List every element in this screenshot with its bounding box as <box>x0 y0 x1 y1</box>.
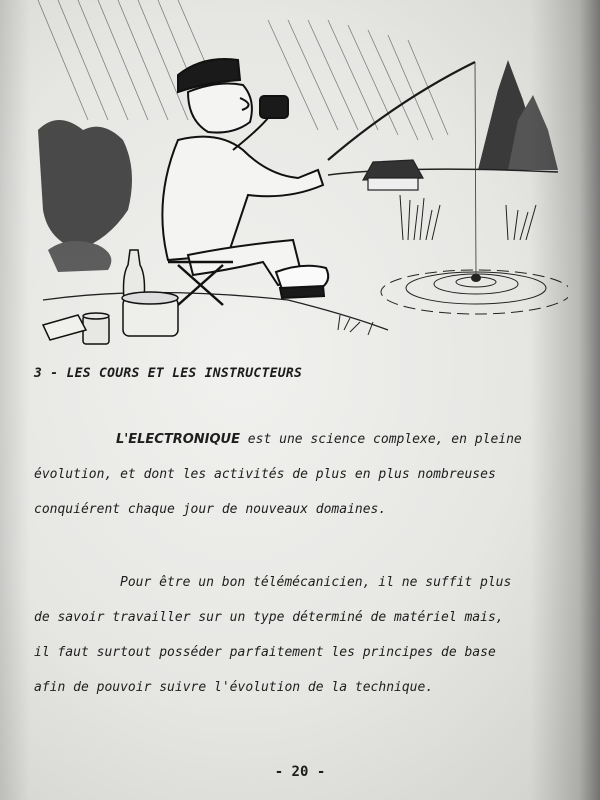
reeds <box>400 195 536 240</box>
section-heading: 3 - LES COURS ET LES INSTRUCTEURS <box>34 366 303 381</box>
page-number: - 20 - <box>274 764 326 780</box>
sandwich <box>43 315 86 340</box>
bushes-left <box>38 120 132 272</box>
fishing-line <box>475 62 476 275</box>
house <box>363 160 423 190</box>
fisherman-illustration <box>28 0 568 355</box>
bait-tin <box>122 292 178 336</box>
paragraph2-line2: de savoir travailler sur un type déterminé de matériel mais, <box>34 610 504 625</box>
fishing-rod <box>328 62 475 160</box>
paragraph1-line3: conquiérent chaque jour de nouveaux domaines. <box>34 502 387 517</box>
shore <box>328 169 558 175</box>
fishing-float <box>471 274 481 282</box>
paragraph1-line2: évolution, et dont les activités de plus en plus nombreuses <box>34 467 496 482</box>
lead-word: L'ELECTRONIQUE <box>116 432 240 447</box>
paragraph1-line1-text: est une science complexe, en pleine <box>239 432 522 447</box>
paragraph2-line3: il faut surtout posséder parfaitement les principes de base <box>34 645 496 660</box>
paragraph2-line4: afin de pouvoir suivre l'évolution de la technique. <box>34 680 434 695</box>
paragraph2-line1: Pour être un bon télémécanicien, il ne suffit plus <box>120 575 512 590</box>
cup <box>83 313 109 344</box>
trees-right <box>478 60 558 170</box>
grass <box>338 315 373 335</box>
page-shadow-left <box>0 0 30 800</box>
paragraph1-line1 <box>116 432 522 447</box>
